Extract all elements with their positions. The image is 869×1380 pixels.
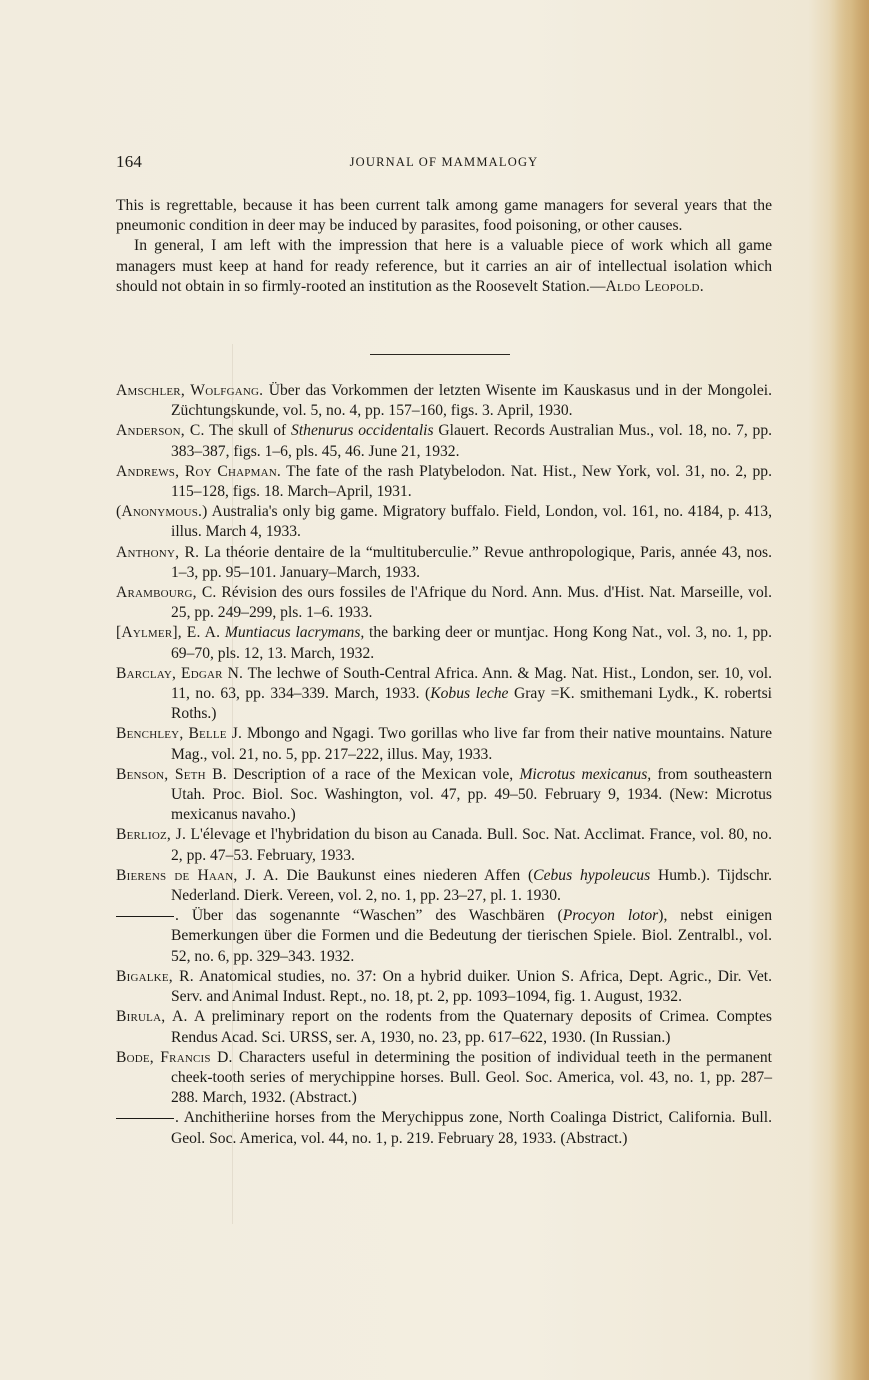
entry-taxon-name: Kobus leche	[430, 685, 509, 703]
entry-author: Benson, Seth B.	[116, 765, 227, 783]
entry-text: . Anchitheriine horses from the Merychippus zone, North Coalinga District, California. Bull. Geol. Soc. America, vol. 44, no. 1, p. 219. February 28, 1933. (Abstract.)	[171, 1109, 772, 1147]
bibliography-entry	[116, 421, 772, 461]
ditto-dash	[116, 1118, 174, 1119]
entry-text: Über das Vorkommen der letzten Wisente im Kauskasus und in der Mongolei. Züchtungskunde, vol. 5, no. 4, pp. 157–160, figs. 3. April, 1930.	[171, 382, 772, 420]
entry-taxon-name: Sthenurus occidentalis	[291, 422, 434, 440]
entry-taxon-name: Muntiacus lacrymans,	[224, 624, 365, 642]
entry-author: Birula, A.	[116, 1008, 188, 1026]
entry-taxon-name: Procyon lotor	[562, 907, 659, 925]
entry-text-continued: Gray =K. smithemani Lydk., K. robertsi Roths.)	[171, 685, 772, 723]
entry-text: . Über das sogenannte “Waschen” des Waschbären (	[175, 907, 563, 925]
entry-text: L'élevage et l'hybridation du bison au Canada. Bull. Soc. Nat. Acclimat. France, vol. 80, no. 2, pp. 47–53. February, 1933.	[171, 826, 772, 864]
entry-text-continued: from southeastern Utah. Proc. Biol. Soc. Washington, vol. 47, pp. 49–50. February 9, 1934. (New: Microtus mexicanus navaho.)	[171, 765, 772, 824]
entry-text-continued: Glauert. Records Australian Mus., vol. 18, no. 7, pp. 383–387, figs. 1–6, pls. 45, 46. June 21, 1932.	[171, 422, 773, 460]
bibliography-entry	[116, 381, 772, 421]
page-header	[116, 152, 772, 174]
review-paragraph-1: This is regrettable, because it has been current talk among game managers for several years that the pneumonic condition in deer may be induced by parasites, food poisoning, or other causes.	[116, 197, 772, 235]
entry-author: Berlioz, J.	[116, 826, 187, 844]
bibliography-entry	[116, 583, 772, 623]
entry-taxon-name: Cebus hypoleucus	[533, 866, 651, 884]
entry-text: Characters useful in determining the position of individual teeth in the permanent cheek-tooth series of merychippine horses. Bull. Geol. Soc. America, vol. 43, no. 1, pp. 287–288. March, 1932. (Abstract.)	[171, 1048, 772, 1107]
bibliography-entry	[116, 462, 772, 502]
bibliography-entry	[116, 825, 772, 865]
section-divider-rule	[370, 354, 510, 355]
entry-text: A preliminary report on the rodents from the Quaternary deposits of Crimea. Comptes Rendus Acad. Sci. URSS, ser. A, 1930, no. 23, pp. 617–622, 1930. (In Russian.)	[171, 1008, 772, 1046]
entry-author: Andrews, Roy Chapman.	[116, 462, 281, 480]
entry-taxon-name: Microtus mexicanus,	[519, 765, 652, 783]
entry-text: Australia's only big game. Migratory buffalo. Field, London, vol. 161, no. 4184, p. 413, illus. March 4, 1933.	[171, 503, 772, 541]
entry-author: Benchley, Belle J.	[116, 725, 243, 743]
entry-text: Description of a race of the Mexican vole,	[226, 765, 520, 783]
entry-author: Anderson, C.	[116, 422, 205, 440]
entry-text: Die Baukunst eines niederen Affen (	[278, 866, 534, 884]
entry-author: Barclay, Edgar N.	[116, 664, 244, 682]
review-paragraph-2	[116, 236, 772, 297]
ditto-dash	[116, 916, 174, 917]
bibliography-list	[116, 381, 772, 1149]
entry-text: The fate of the rash Platybelodon. Nat. Hist., New York, vol. 31, no. 2, pp. 115–128, figs. 18. March–April, 1931.	[171, 462, 772, 501]
entry-author: Bigalke, R.	[116, 967, 194, 985]
bibliography-entry	[116, 543, 772, 583]
entry-text: Mbongo and Ngagi. Two gorillas who live far from their native mountains. Nature Mag., vol. 21, no. 5, pp. 217–222, illus. May, 1933.	[171, 725, 772, 763]
entry-author: Bierens de Haan, J. A.	[116, 866, 279, 884]
entry-author: Bode, Francis D.	[116, 1048, 233, 1066]
reviewer-signature: Aldo Leopold	[605, 277, 700, 295]
bibliography-entry	[116, 1048, 772, 1109]
bibliography-entry	[116, 1007, 772, 1047]
bibliography-entry	[116, 664, 772, 725]
entry-text-continued: the barking deer or muntjac. Hong Kong Nat., vol. 3, no. 1, pp. 69–70, pls. 12, 13. March, 1932.	[171, 624, 772, 662]
signature-period: .	[699, 277, 704, 295]
entry-text: Anatomical studies, no. 37: On a hybrid duiker. Union S. Africa, Dept. Agric., Dir. Vet. Serv. and Animal Indust. Rept., no. 18, pt. 2, pp. 1093–1094, fig. 1. August, 1932.	[171, 967, 772, 1006]
entry-author: [Aylmer], E. A.	[116, 624, 221, 642]
aged-paper-edge	[829, 0, 869, 1380]
entry-author: Arambourg, C.	[116, 584, 217, 602]
entry-text-continued: Humb.). Tijdschr. Nederland. Dierk. Vereen, vol. 2, no. 1, pp. 23–27, pl. 1. 1930.	[171, 866, 772, 905]
entry-text: The skull of	[204, 422, 292, 440]
bibliography-entry	[116, 502, 772, 542]
bibliography-entry	[116, 765, 772, 826]
running-head: JOURNAL OF MAMMALOGY	[349, 155, 539, 169]
entry-text: La théorie dentaire de la “multituberculie.” Revue anthropologique, Paris, année 43, nos. 1–3, pp. 95–101. January–March, 1933.	[171, 543, 772, 581]
entry-author: Anthony, R.	[116, 543, 200, 561]
entry-text: Révision des ours fossiles de l'Afrique du Nord. Ann. Mus. d'Hist. Nat. Marseille, vol. 25, pp. 249–299, pls. 1–6. 1933.	[171, 584, 772, 622]
page-number: 164	[116, 152, 143, 171]
entry-text-continued: ), nebst einigen Bemerkungen über die Formen und die Bedeutung der tierischen Spiele. Biol. Zentralbl., vol. 52, no. 6, pp. 329–343. 1932.	[171, 907, 773, 965]
bibliography-entry	[116, 623, 772, 663]
review-paragraph-2-text: In general, I am left with the impression that here is a valuable piece of work which all game managers must keep at hand for ready reference, but it carries an air of intellectual isolation which should not obtain in so firmly-rooted an institution as the Roosevelt Station.—	[116, 237, 772, 295]
entry-text: The lechwe of South-Central Africa. Ann. & Mag. Nat. Hist., London, ser. 10, vol. 11, no. 63, pp. 334–339. March, 1933. (	[171, 664, 772, 703]
bibliography-entry	[116, 1108, 772, 1148]
bibliography-entry	[116, 906, 772, 967]
entry-author: (Anonymous.)	[116, 503, 208, 521]
bibliography-entry	[116, 967, 772, 1007]
entry-author: Amschler, Wolfgang.	[116, 382, 264, 399]
review-conclusion	[116, 196, 772, 297]
bibliography-entry	[116, 866, 772, 906]
bibliography-entry	[116, 724, 772, 764]
